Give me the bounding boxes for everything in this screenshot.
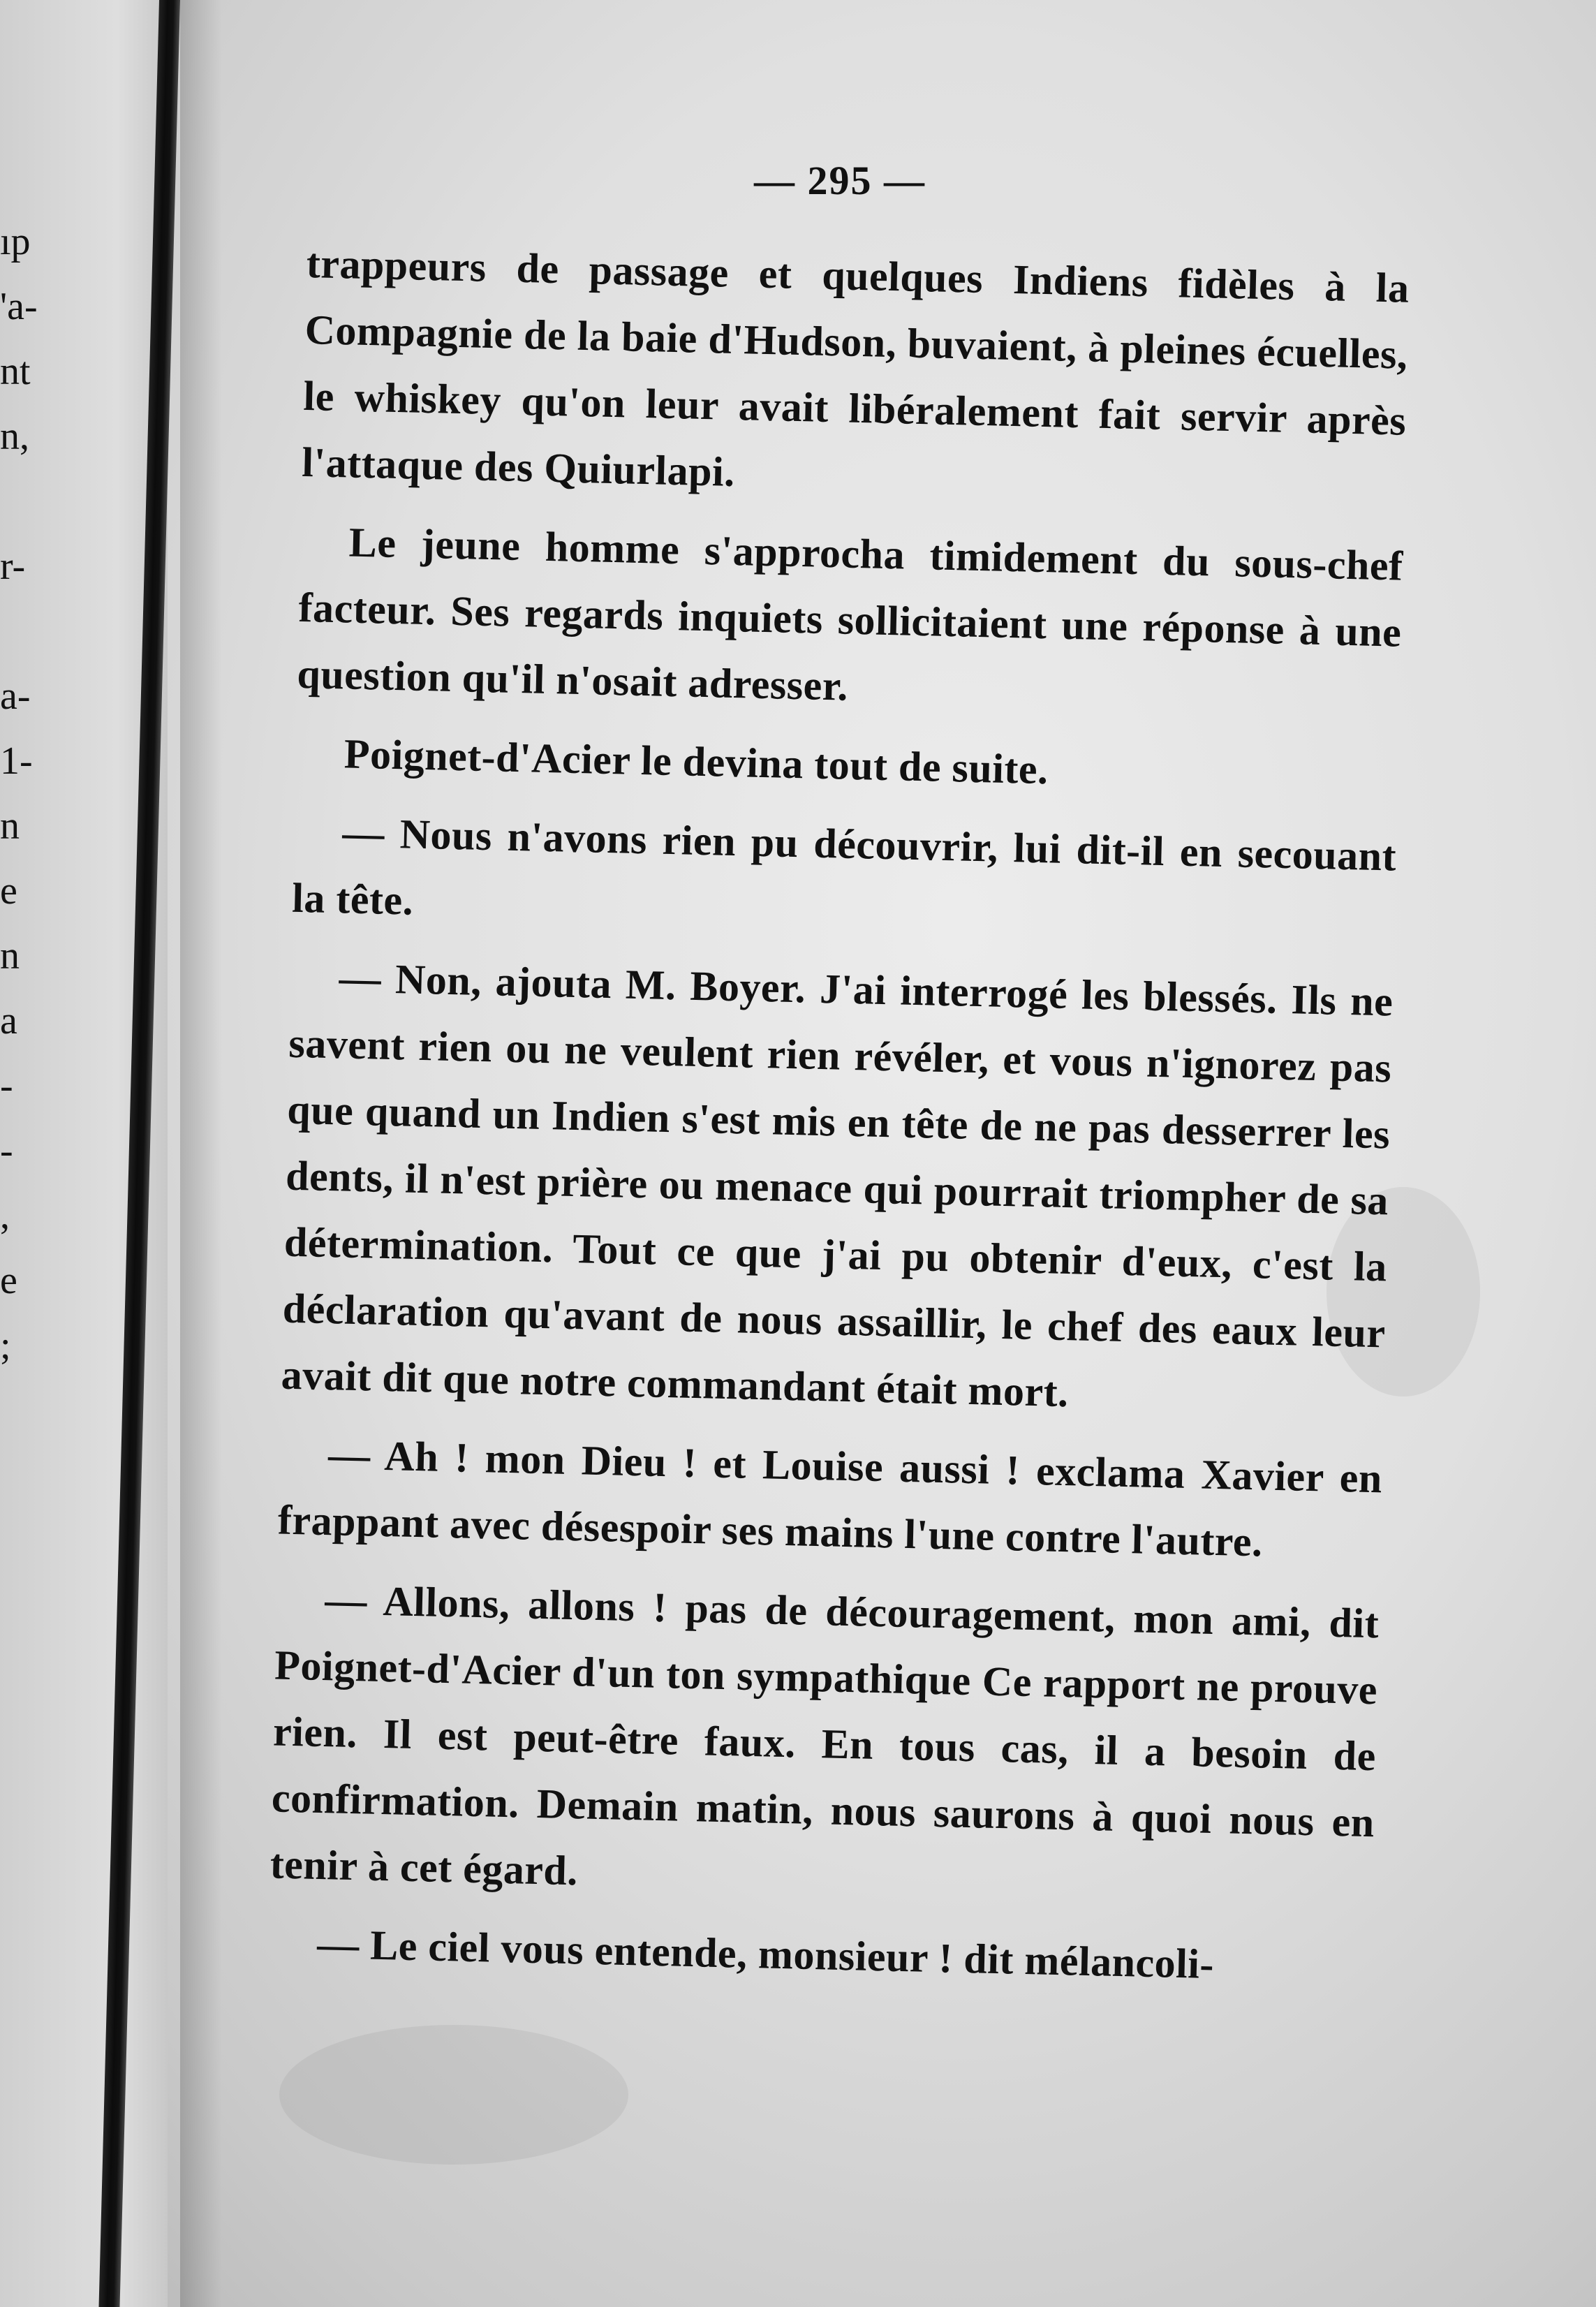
fragment-line: n: [0, 804, 20, 848]
paragraph: Le jeune homme s'approcha timidement du sous-chef facteur. Ses regards inquiets sollicitaient une réponse à une question qu'il n'osait adresser.: [296, 519, 1404, 709]
fragment-line: ;: [0, 1324, 11, 1367]
gutter-gradient: [180, 0, 222, 2307]
paragraph: — Nous n'avons rien pu découvrir, lui dit-il en secouant la tête.: [291, 809, 1397, 924]
fragment-line: e: [0, 1259, 17, 1302]
fragment-line: n: [0, 934, 20, 978]
fragment-line: nt: [0, 350, 31, 393]
page-number: — 295 —: [754, 158, 926, 203]
paragraph: — Non, ajouta M. Boyer. J'ai interrogé les blessés. Ils ne savent rien ou ne veulent rien révéler, et vous n'ignorez pas que quand un Indien s'est mis en tête de ne pas desserrer les dents, il n'est prière ou menace qui pourrait triompher de sa détermination. Tout ce que j'ai pu obtenir d'eux, c'est la déclaration qu'avant de nous assaillir, le chef des eaux leur avait dit que notre commandant était mort.: [281, 955, 1394, 1416]
paragraph: — Le ciel vous entende, monsieur ! dit mélancoli-: [316, 1920, 1215, 1988]
paragraph: — Ah ! mon Dieu ! et Louise aussi ! exclama Xavier en frappant avec désespoir ses mains l'une contre l'autre.: [277, 1431, 1383, 1565]
fragment-line: 'a-: [0, 285, 38, 328]
fragment-line: r-: [0, 545, 26, 588]
facing-page-text-fragments: [0, 209, 84, 1378]
paragraph: — Allons, allons ! pas de découragement, mon ami, dit Poignet-d'Acier d'un ton sympathique Ce rapport ne prouve rien. Il est peut-être faux. En tous cas, il a besoin de confirmation. Demain matin, nous saurons à quoi nous en tenir à cet égard.: [269, 1577, 1380, 1894]
paper-stain: [279, 2025, 628, 2165]
fragment-line: [0, 469, 84, 534]
fragment-line: ıp: [0, 220, 31, 263]
fragment-line: [0, 599, 84, 664]
fragment-line: a-: [0, 675, 31, 718]
body-text: [267, 230, 1410, 2014]
fragment-line: 1-: [0, 739, 33, 783]
fragment-line: -: [0, 1129, 13, 1172]
paragraph: Poignet-d'Acier le devina tout de suite.: [343, 730, 1049, 793]
fragment-line: -: [0, 1064, 13, 1107]
fragment-line: ,: [0, 1194, 10, 1237]
fragment-line: e: [0, 869, 17, 913]
fragment-line: a: [0, 999, 17, 1042]
paragraph: trappeurs de passage et quelques Indiens fidèles à la Compagnie de la baie d'Hudson, buvaient, à pleines écuelles, le whiskey qu'on leur avait libéralement fait servir après l'attaque des Quiurlapi.: [301, 239, 1410, 495]
fragment-line: n,: [0, 415, 29, 458]
